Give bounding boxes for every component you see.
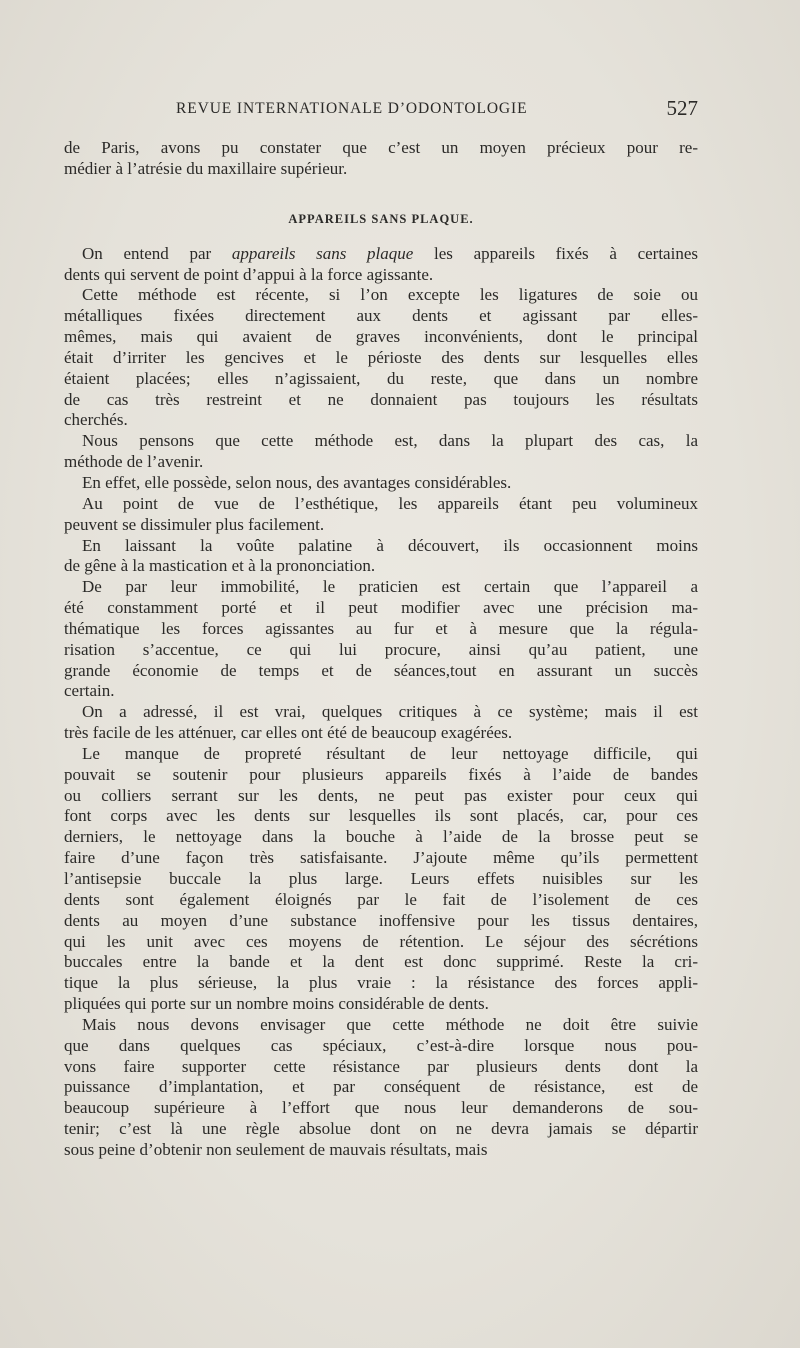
text-line: de cas très restreint et ne donnaient pas toujours les résultats [64,389,698,409]
text-line: vons faire supporter cette résistance par plusieurs dents dont la [64,1056,698,1076]
text-line: puissance d’implantation, et par conséquent de résistance, est de [64,1077,698,1097]
text-line: médier à l’atrésie du maxillaire supérieur. [64,158,348,178]
running-title: REVUE INTERNATIONALE D’ODONTOLOGIE [176,100,528,117]
text-line: tique la plus sérieuse, la plus vraie : la résistance des forces appli- [64,973,698,993]
page-number: 527 [666,96,698,120]
text-line: très facile de les atténuer, car elles ont été de beaucoup exagérées. [64,723,513,743]
line-text: On entend par [82,243,232,263]
text-line: On a adressé, il est vrai, quelques critiques à ce système; mais il est [82,702,698,722]
line-text: les appareils fixés à certaines [413,243,698,263]
text-line: buccales entre la bande et la dent est donc supprimé. Reste la cri- [64,952,698,972]
text-line: derniers, le nettoyage dans la bouche à l’aide de la brosse peut se [64,827,698,847]
text-line: qui les unit avec ces moyens de rétention. Le séjour des sécrétions [64,931,698,951]
text-line: Le manque de propreté résultant de leur nettoyage difficile, qui [82,743,698,763]
text-line: de Paris, avons pu constater que c’est un moyen précieux pour re- [64,138,698,157]
text-line: sous peine d’obtenir non seulement de mauvais résultats, mais [64,1139,488,1159]
text-line: Nous pensons que cette méthode est, dans la plupart des cas, la [82,431,698,451]
emphasized-term: appareils sans plaque [231,243,414,263]
text-line: grande économie de temps et de séances,tout en assurant un succès [64,660,698,680]
text-line: l’antisepsie buccale la plus large. Leurs effets nuisibles sur les [64,869,698,888]
text-line: Cette méthode est récente, si l’on excepte les ligatures de soie ou [82,285,698,305]
text-line [64,244,698,265]
section-title: APPAREILS SANS PLAQUE. [288,211,474,226]
text-line: risation s’accentue, ce qui lui procure, ainsi qu’au patient, une [64,639,698,659]
text-line: métalliques fixées directement aux dents et agissant par elles- [64,306,698,326]
text-line: certain. [64,681,115,701]
text-line: pliquées qui porte sur un nombre moins considérable de dents. [64,994,489,1014]
text-line: Mais nous devons envisager que cette méthode ne doit être suivie [82,1014,698,1034]
text-line: que dans quelques cas spéciaux, c’est-à-dire lorsque nous pou- [64,1035,698,1055]
text-line: été constamment porté et il peut modifier avec une précision ma- [64,598,698,618]
text-line: En effet, elle possède, selon nous, des avantages considérables. [82,472,512,492]
paragraph-container [64,265,698,1161]
text-line: peuvent se dissimuler plus facilement. [64,514,325,534]
text-line: beaucoup supérieure à l’effort que nous leur demanderons de sou- [64,1098,698,1118]
text-line: pouvait se soutenir pour plusieurs appareils fixés à l’aide de bandes [64,764,698,784]
text-line: font corps avec les dents sur lesquelles ils sont placés, car, pour ces [64,806,698,826]
text-line: ou colliers serrant sur les dents, ne peut pas exister pour ceux qui [64,785,698,805]
text-line: faire d’une façon très satisfaisante. J’ajoute même qu’ils permettent [64,848,698,868]
text-line: De par leur immobilité, le praticien est certain que l’appareil a [82,577,698,597]
body-text [64,138,698,1161]
text-line: cherchés. [64,410,128,430]
text-line: thématique les forces agissantes au fur et à mesure que la régula- [64,618,698,638]
text-line: Au point de vue de l’esthétique, les appareils étant peu volumineux [82,493,698,513]
text-line: tenir; c’est là une règle absolue dont on ne devra jamais se départir [64,1119,698,1139]
page-header [64,96,698,130]
text-line: mêmes, mais qui avaient de graves inconvénients, dont le principal [64,327,698,347]
text-line: dents qui servent de point d’appui à la force agissante. [64,264,434,284]
text-line: de gêne à la mastication et à la prononciation. [64,556,376,576]
text-line: dents sont également éloignés par le fait de l’isolement de ces [64,889,698,909]
text-line: En laissant la voûte palatine à découvert, ils occasionnent moins [82,535,698,555]
text-line: étaient placées; elles n’agissaient, du reste, que dans un nombre [64,368,698,388]
text-line: méthode de l’avenir. [64,452,204,472]
text-line: dents au moyen d’une substance inoffensive pour les tissus dentaires, [64,910,698,930]
text-line: était d’irriter les gencives et le périoste des dents sur lesquelles elles [64,347,698,367]
